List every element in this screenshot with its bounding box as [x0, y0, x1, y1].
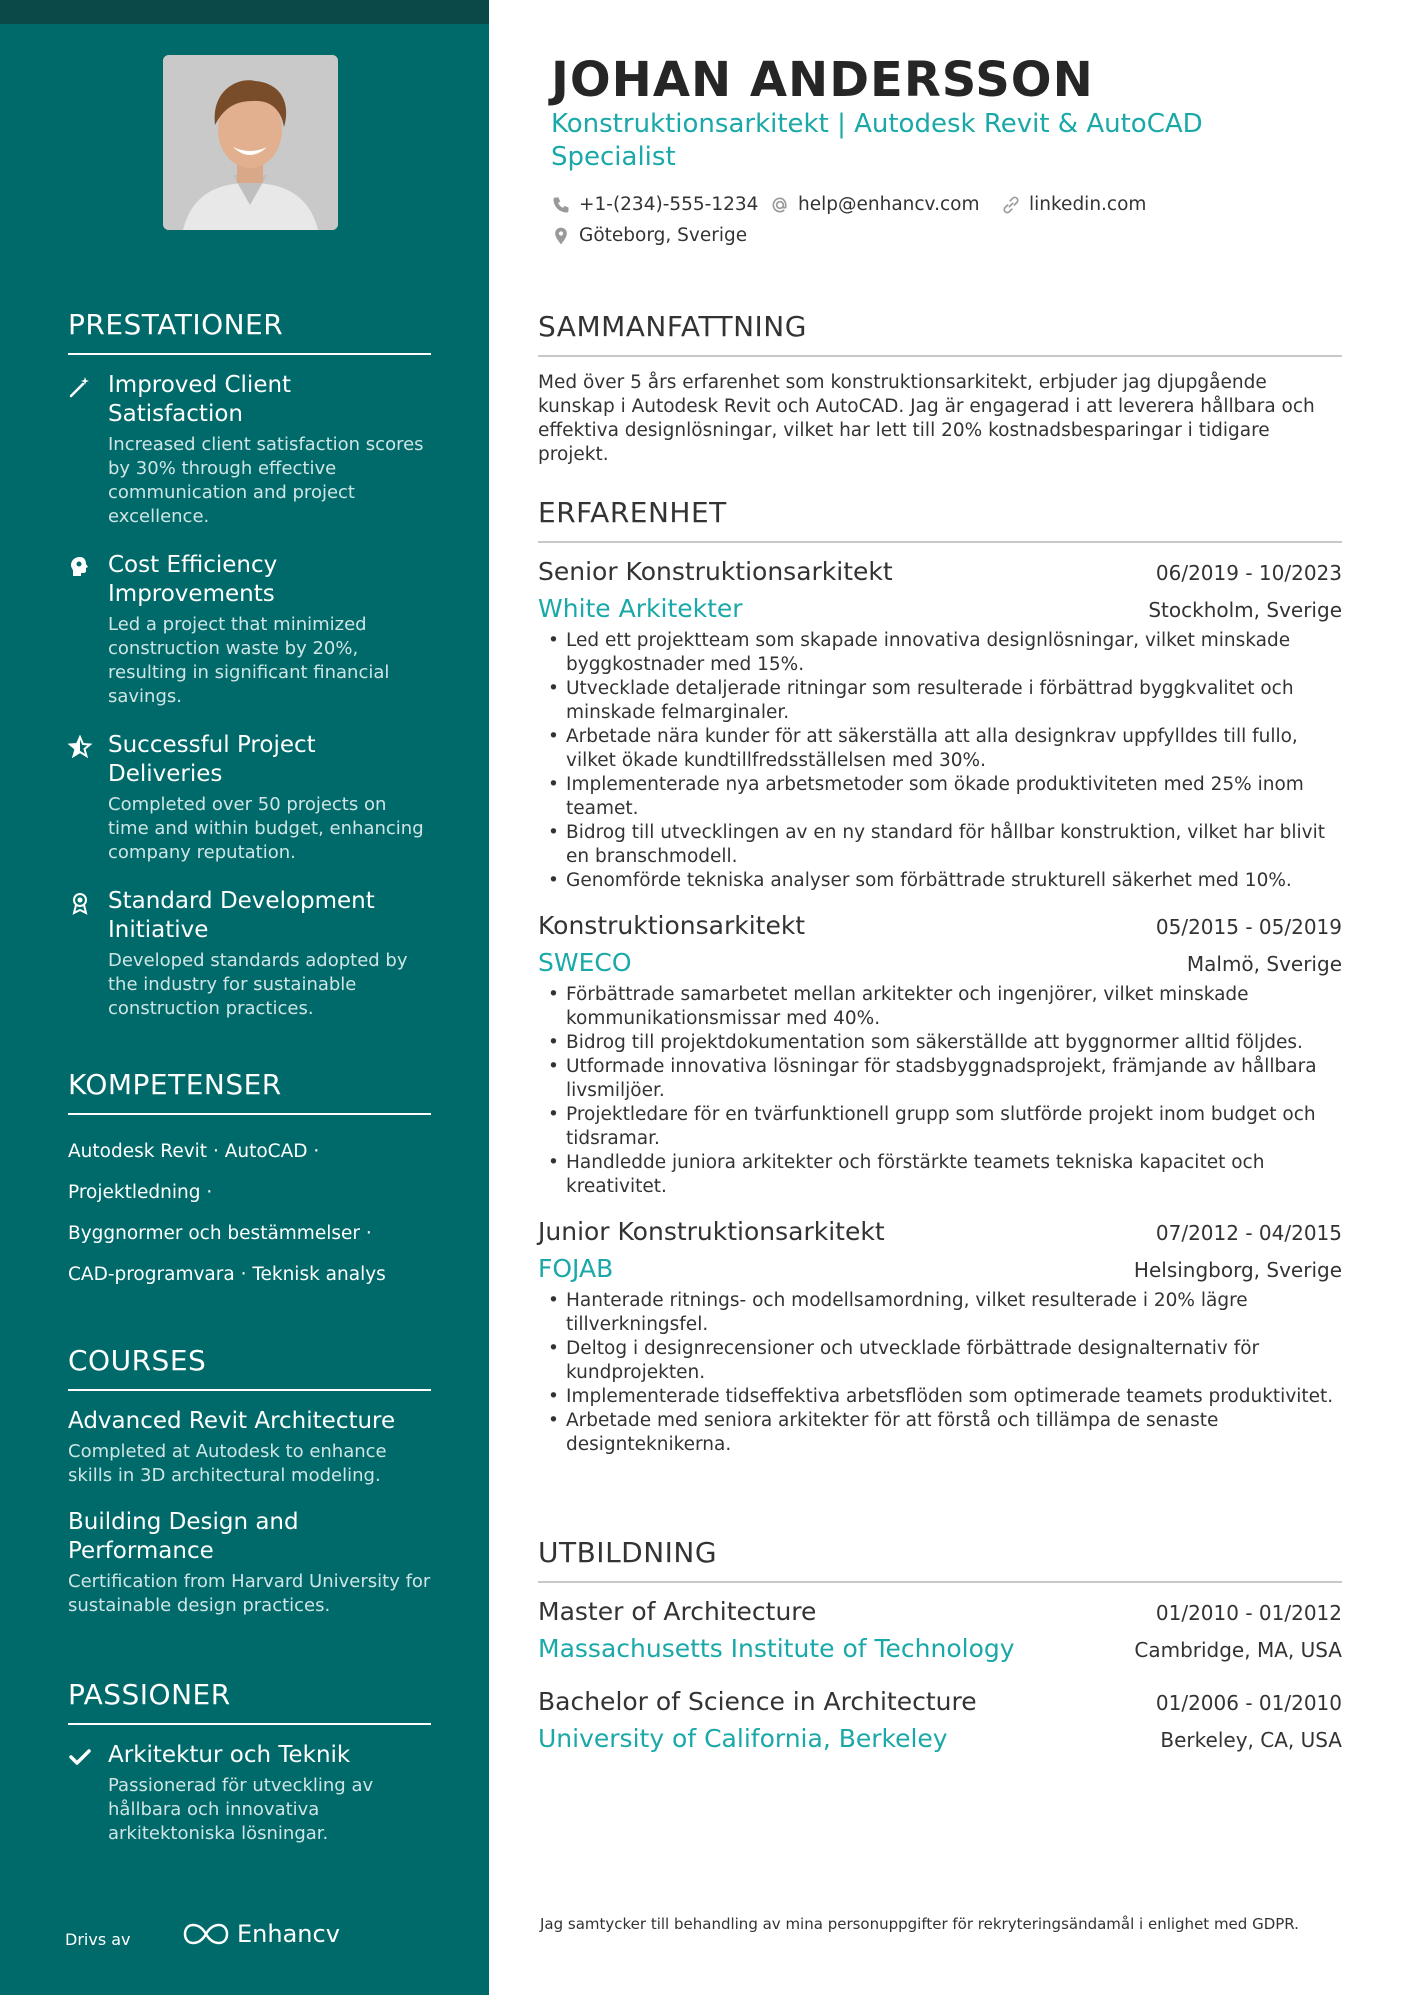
job-dates: 05/2015 - 05/2019 [1155, 915, 1342, 939]
passions-section [68, 1678, 431, 1868]
achievement-title: Improved Client Satisfaction [108, 372, 292, 427]
job-bullet: • Hanterade ritnings- och modellsamordning, vilket resulterade i 20% lägre tillverkningsfel. [538, 1289, 1342, 1337]
achievement-desc: Completed over 50 projects on time and within budget, enhancing company reputation. [108, 794, 424, 863]
job-bullet: • Led ett projektteam som skapade innovativa designlösningar, vilket minskade byggkostnader med 15%. [538, 629, 1342, 677]
candidate-name: JOHAN ANDERSSON [551, 52, 1094, 108]
achievements-section [68, 308, 431, 1043]
company-name: FOJAB [538, 1254, 614, 1283]
award-ribbon-icon [68, 891, 92, 915]
job-bullet: • Utvecklade detaljerade ritningar som resulterade i förbättrad byggkvalitet och minskade felmarginaler. [538, 677, 1342, 725]
summary-text: Med över 5 års erfarenhet som konstruktionsarkitekt, erbjuder jag djupgående kunskap i Autodesk Revit och AutoCAD. Jag är engagerad i att leverera hållbara och effektiva designlösningar, vilket har lett till 20% kostnadsbesparingar i tidigare projekt. [538, 372, 1315, 465]
candidate-headline: Konstruktionsarkitekt | Autodesk Revit & AutoCAD Specialist [551, 109, 1203, 172]
company-name: White Arkitekter [538, 594, 743, 623]
course-title: Advanced Revit Architecture [68, 1408, 396, 1434]
job-bullets [538, 1289, 1342, 1457]
job-location: Helsingborg, Sverige [1133, 1258, 1342, 1282]
skills-title: KOMPETENSER [68, 1068, 431, 1115]
link-icon [1001, 195, 1021, 215]
job-bullet: • Genomförde tekniska analyser som förbättrade strukturell säkerhet med 10%. [538, 869, 1342, 893]
course-title: Building Design and Performance [68, 1509, 299, 1564]
skills-line: Autodesk Revit · AutoCAD · [68, 1141, 320, 1162]
passion-desc: Passionerad för utveckling av hållbara och innovativa arkitektoniska lösningar. [108, 1775, 374, 1844]
passions-title: PASSIONER [68, 1678, 431, 1725]
passion-item [68, 1741, 431, 1846]
degree: Bachelor of Science in Architecture [538, 1687, 977, 1716]
job-bullet: • Utformade innovativa lösningar för stadsbyggnadsprojekt, främjande av hållbara livsmiljöer. [538, 1055, 1342, 1103]
achievement-title: Successful Project Deliveries [108, 732, 316, 787]
achievement-item [68, 551, 431, 709]
job-entry [538, 557, 1342, 893]
job-bullet: • Bidrog till utvecklingen av en ny standard för hållbar konstruktion, vilket har blivit en branschmodell. [538, 821, 1342, 869]
job-bullets [538, 983, 1342, 1199]
location-text: Göteborg, Sverige [579, 225, 748, 246]
check-icon [68, 1745, 92, 1769]
school-location: Cambridge, MA, USA [1134, 1638, 1342, 1662]
education-dates: 01/2010 - 01/2012 [1155, 1601, 1342, 1625]
job-bullet: • Arbetade nära kunder för att säkerställa att alla designkrav uppfylldes till fullo, vilket ökade kundtillfredsställelsen med 30%. [538, 725, 1342, 773]
job-bullet: • Förbättrade samarbetet mellan arkitekter och ingenjörer, vilket minskade kommunikationsmissar med 40%. [538, 983, 1342, 1031]
half-star-icon [68, 735, 92, 759]
magic-wand-icon [68, 375, 92, 399]
school-name: University of California, Berkeley [538, 1724, 948, 1753]
contact-phone [551, 194, 758, 215]
experience-title: ERFARENHET [538, 496, 1342, 543]
passion-title: Arkitektur och Teknik [108, 1742, 351, 1768]
job-title: Junior Konstruktionsarkitekt [538, 1217, 885, 1246]
degree: Master of Architecture [538, 1597, 817, 1626]
achievement-desc: Increased client satisfaction scores by 30% through effective communication and project excellence. [108, 434, 424, 527]
school-name: Massachusetts Institute of Technology [538, 1634, 1015, 1663]
sidebar [0, 0, 489, 1995]
job-location: Malmö, Sverige [1186, 952, 1342, 976]
achievement-item [68, 371, 431, 529]
linkedin-text[interactable]: linkedin.com [1029, 194, 1147, 215]
education-entry [538, 1687, 1342, 1753]
experience-section [538, 496, 1342, 1467]
contact-linkedin [1001, 194, 1146, 215]
job-bullet: • Implementerade tidseffektiva arbetsflöden som optimerade teamets produktivitet. [538, 1385, 1342, 1409]
email-text[interactable]: help@enhancv.com [798, 194, 980, 215]
brain-head-icon [68, 555, 92, 579]
job-bullet: • Projektledare för en tvärfunktionell grupp som slutförde projekt inom budget och tidsramar. [538, 1103, 1342, 1151]
school-location: Berkeley, CA, USA [1160, 1728, 1342, 1752]
skills-line: Byggnormer och bestämmelser · [68, 1223, 372, 1244]
skills-section [68, 1068, 431, 1295]
job-bullets [538, 629, 1342, 893]
course-item [68, 1508, 431, 1618]
achievement-title: Standard Development Initiative [108, 888, 375, 943]
job-bullet: • Implementerade nya arbetsmetoder som ökade produktiviteten med 25% inom teamet. [538, 773, 1342, 821]
achievement-item [68, 731, 431, 865]
achievement-title: Cost Efficiency Improvements [108, 552, 278, 607]
job-bullet: • Arbetade med seniora arkitekter för att förstå och tillämpa de senaste designteknikerna. [538, 1409, 1342, 1457]
gdpr-consent: Jag samtycker till behandling av mina personuppgifter för rekryteringsändamål i enlighet med GDPR. [540, 1915, 1299, 1933]
company-name: SWECO [538, 948, 632, 977]
achievement-item [68, 887, 431, 1021]
job-bullet: • Handledde juniora arkitekter och förstärkte teamets tekniska kapacitet och kreativitet. [538, 1151, 1342, 1199]
job-entry [538, 1217, 1342, 1457]
course-item [68, 1407, 431, 1488]
brand-name: Enhancv [237, 1920, 340, 1948]
summary-section [538, 310, 1342, 467]
job-title: Senior Konstruktionsarkitekt [538, 557, 893, 586]
courses-title: COURSES [68, 1344, 431, 1391]
contact-email [770, 194, 979, 215]
powered-by-label: Drivs av [65, 1930, 131, 1949]
location-pin-icon [551, 226, 571, 246]
job-title: Konstruktionsarkitekt [538, 911, 806, 940]
education-dates: 01/2006 - 01/2010 [1155, 1691, 1342, 1715]
enhancv-logo[interactable] [183, 1920, 340, 1948]
job-dates: 07/2012 - 04/2015 [1155, 1221, 1342, 1245]
phone-text[interactable]: +1-(234)-555-1234 [579, 194, 759, 215]
course-desc: Completed at Autodesk to enhance skills in 3D architectural modeling. [68, 1441, 387, 1486]
course-desc: Certification from Harvard University for sustainable design practices. [68, 1571, 431, 1616]
summary-title: SAMMANFATTNING [538, 310, 1342, 357]
profile-photo [163, 55, 338, 230]
courses-section [68, 1344, 431, 1638]
education-title: UTBILDNING [538, 1536, 1342, 1583]
education-section [538, 1536, 1342, 1763]
sidebar-top-bar [0, 0, 489, 24]
education-entry [538, 1597, 1342, 1663]
job-bullet: • Deltog i designrecensioner och utvecklade förbättrade designalternativ för kundprojekten. [538, 1337, 1342, 1385]
skills-line: Projektledning · [68, 1182, 213, 1203]
job-bullet: • Bidrog till projektdokumentation som säkerställde att byggnormer alltid följdes. [538, 1031, 1342, 1055]
job-dates: 06/2019 - 10/2023 [1155, 561, 1342, 585]
skills-line: CAD-programvara · Teknisk analys [68, 1264, 386, 1285]
achievement-desc: Led a project that minimized construction waste by 20%, resulting in significant financial savings. [108, 614, 390, 707]
achievements-title: PRESTATIONER [68, 308, 431, 355]
infinity-logo-icon [183, 1921, 229, 1947]
achievement-desc: Developed standards adopted by the industry for sustainable construction practices. [108, 950, 408, 1019]
contact-location [551, 225, 747, 246]
at-sign-icon [770, 195, 790, 215]
job-location: Stockholm, Sverige [1148, 598, 1342, 622]
job-entry [538, 911, 1342, 1199]
phone-icon [551, 195, 571, 215]
